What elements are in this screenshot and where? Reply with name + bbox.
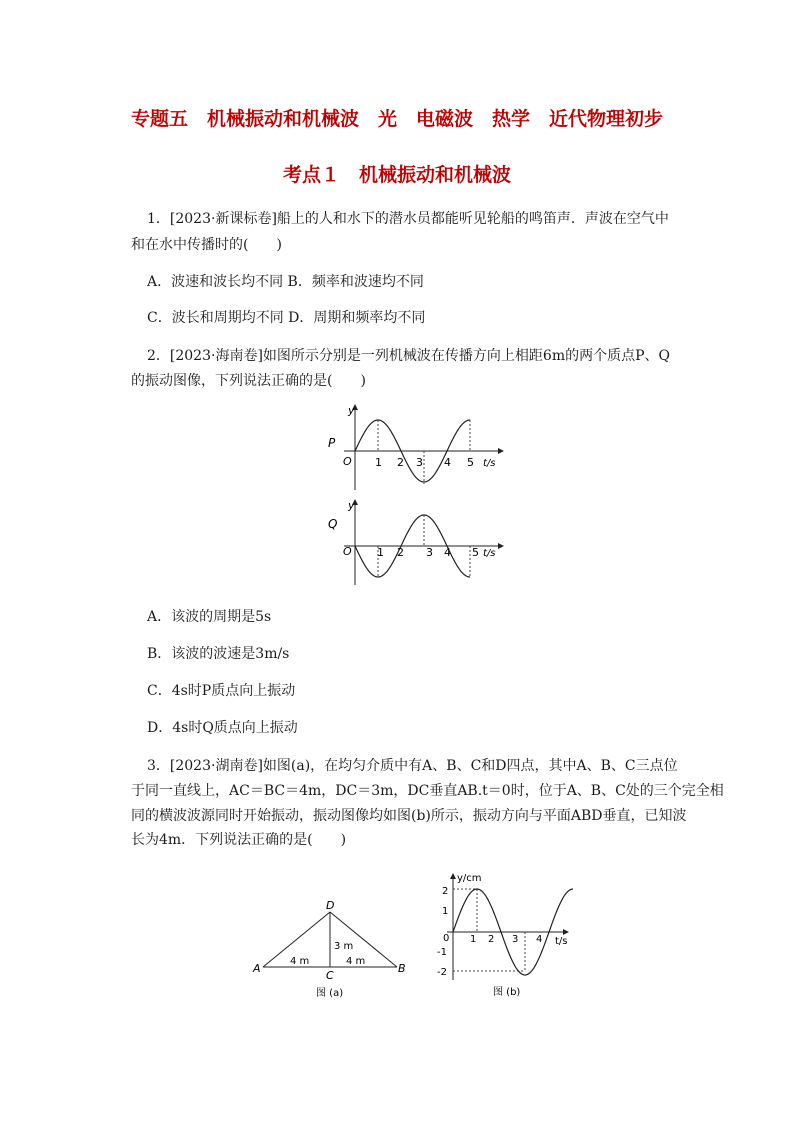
graph-p <box>320 400 510 495</box>
q1-stem-line2: 和在水中传播时的( ) <box>131 237 282 253</box>
q2-option-d: D．4s时Q质点向上振动 <box>147 720 298 736</box>
q2-stem-line2: 的振动图像，下列说法正确的是( ) <box>131 373 366 389</box>
q1-option-a: A．波速和波长均不同 B．频率和波速均不同 <box>147 274 424 290</box>
graph-q-tick-2: 2 <box>397 546 404 559</box>
q3-stem-line3: 同的横波波源同时开始振动，振动图像均如图(b)所示，振动方向与平面ABD垂直，已知波 <box>131 808 687 824</box>
fig-b-xtick-2: 2 <box>488 934 495 945</box>
figure-b <box>425 868 575 1003</box>
fig-b-origin: 0 <box>443 933 450 944</box>
q1-option-c: C．波长和周期均不同 D．周期和频率均不同 <box>147 310 426 326</box>
graph-q-tick-5: 5 <box>472 546 479 559</box>
q2-option-c: C．4s时P质点向上振动 <box>147 683 296 699</box>
fig-b-xtick-3: 3 <box>512 934 519 945</box>
q2-option-b: B．该波的波速是3m/s <box>147 646 290 662</box>
q2-option-a: A．该波的周期是5s <box>147 609 272 625</box>
fig-b-xtick-4: 4 <box>536 934 543 945</box>
graph-q-origin: O <box>343 545 352 558</box>
graph-p-tick-3: 3 <box>416 456 423 469</box>
fig-b-x-label: t/s <box>555 936 568 947</box>
q3-stem-line4: 长为4m．下列说法正确的是( ) <box>131 832 347 848</box>
graph-q-tick-3: 3 <box>426 546 433 559</box>
graph-q-x-label: t/s <box>483 548 496 559</box>
graph-p-tick-1: 1 <box>375 456 382 469</box>
fig-b-caption: 图 (b) <box>493 987 521 998</box>
fig-b-ytick-neg2: -2 <box>437 967 447 978</box>
graph-p-x-label: t/s <box>483 458 496 469</box>
graph-p-tick-2: 2 <box>397 456 404 469</box>
fig-b-ytick-1: 1 <box>442 906 449 917</box>
graph-q-tick-1: 1 <box>377 546 384 559</box>
fig-a-point-a: A <box>253 962 261 975</box>
fig-b-ytick-2: 2 <box>442 886 449 897</box>
q3-stem-line2: 于同一直线上，AC＝BC＝4m，DC＝3m，DC垂直AB.t＝0时，位于A、B、C处的三个完全相 <box>131 783 724 799</box>
graph-q-tick-4: 4 <box>444 546 451 559</box>
graph-p-origin: O <box>343 455 352 468</box>
fig-a-label-ac: 4 m <box>290 956 310 967</box>
fig-b-ytick-neg1: -1 <box>437 947 447 958</box>
section-title: 考点１ 机械振动和机械波 <box>282 164 511 186</box>
graph-p-curve-label: P <box>328 436 336 450</box>
q3-stem-line1: 3．[2023·湖南卷]如图(a)，在均匀介质中有A、B、C和D四点，其中A、B、C三点位 <box>147 758 678 774</box>
q1-stem-line1: 1．[2023·新课标卷]船上的人和水下的潜水员都能听见轮船的鸣笛声．声波在空气中 <box>147 211 669 227</box>
chapter-title: 专题五 机械振动和机械波 光 电磁波 热学 近代物理初步 <box>130 108 663 130</box>
fig-a-point-b: B <box>398 962 406 975</box>
graph-q-curve-label: Q <box>328 517 338 531</box>
figure-a <box>250 895 415 1005</box>
graph-q-y-label: y <box>348 499 355 512</box>
graph-p-tick-5: 5 <box>467 456 474 469</box>
fig-b-y-label: y/cm <box>457 873 482 884</box>
fig-a-point-c: C <box>326 969 334 982</box>
graph-q <box>320 495 510 590</box>
graph-p-y-label: y <box>348 404 355 417</box>
fig-a-point-d: D <box>326 899 335 912</box>
fig-b-xtick-1: 1 <box>470 934 477 945</box>
q2-stem-line1: 2．[2023·海南卷]如图所示分别是一列机械波在传播方向上相距6m的两个质点P、Q <box>147 348 670 364</box>
fig-a-label-dc: 3 m <box>334 941 354 952</box>
graph-p-tick-4: 4 <box>444 456 451 469</box>
fig-a-caption: 图 (a) <box>316 988 344 999</box>
fig-a-label-cb: 4 m <box>346 956 366 967</box>
